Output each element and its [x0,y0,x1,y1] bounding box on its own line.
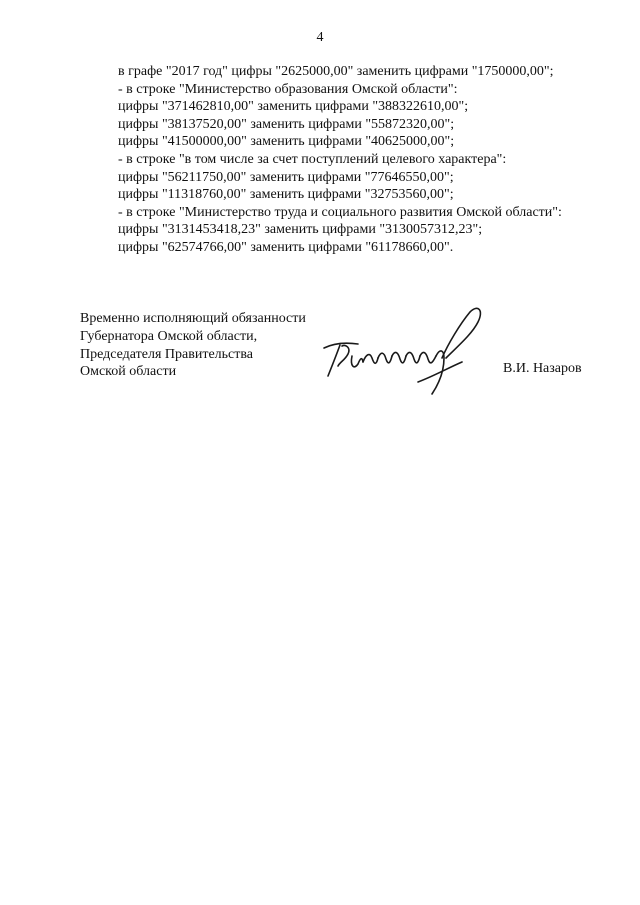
amendment-line: - в строке "в том числе за счет поступлений целевого характера": [118,151,507,167]
amendment-line: цифры "56211750,00" заменить цифрами "77646550,00"; [118,169,454,185]
amendment-line: цифры "41500000,00" заменить цифрами "40625000,00"; [118,134,455,150]
signatory-title [80,310,306,381]
amendment-line: цифры "3131453418,23" заменить цифрами "3130057312,23"; [118,222,483,238]
signatory-title-line: Омской области [80,364,177,380]
signer-name: В.И. Назаров [503,361,582,376]
amendment-line: цифры "11318760,00" заменить цифрами "32753560,00"; [118,187,454,203]
amendment-line: цифры "62574766,00" заменить цифрами "61178660,00". [118,239,454,255]
signatory-title-line: Временно исполняющий обязанности [80,311,306,326]
amendment-line: цифры "371462810,00" заменить цифрами "388322610,00"; [118,99,469,115]
signatory-title-line: Председателя Правительства [80,346,254,362]
amendment-line: в графе "2017 год" цифры "2625000,00" заменить цифрами "1750000,00"; [118,64,554,79]
page-number: 4 [316,30,324,45]
amendment-line: цифры "38137520,00" заменить цифрами "55872320,00"; [118,116,455,132]
amendment-line: - в строке "Министерство образования Омской области": [118,81,458,97]
handwritten-signature [318,304,496,396]
signatory-title-line: Губернатора Омской области, [80,328,258,344]
amendment-paragraph: - в строке "Министерство труда и социального развития Омской области": [118,204,562,220]
amendments-text [80,63,586,257]
